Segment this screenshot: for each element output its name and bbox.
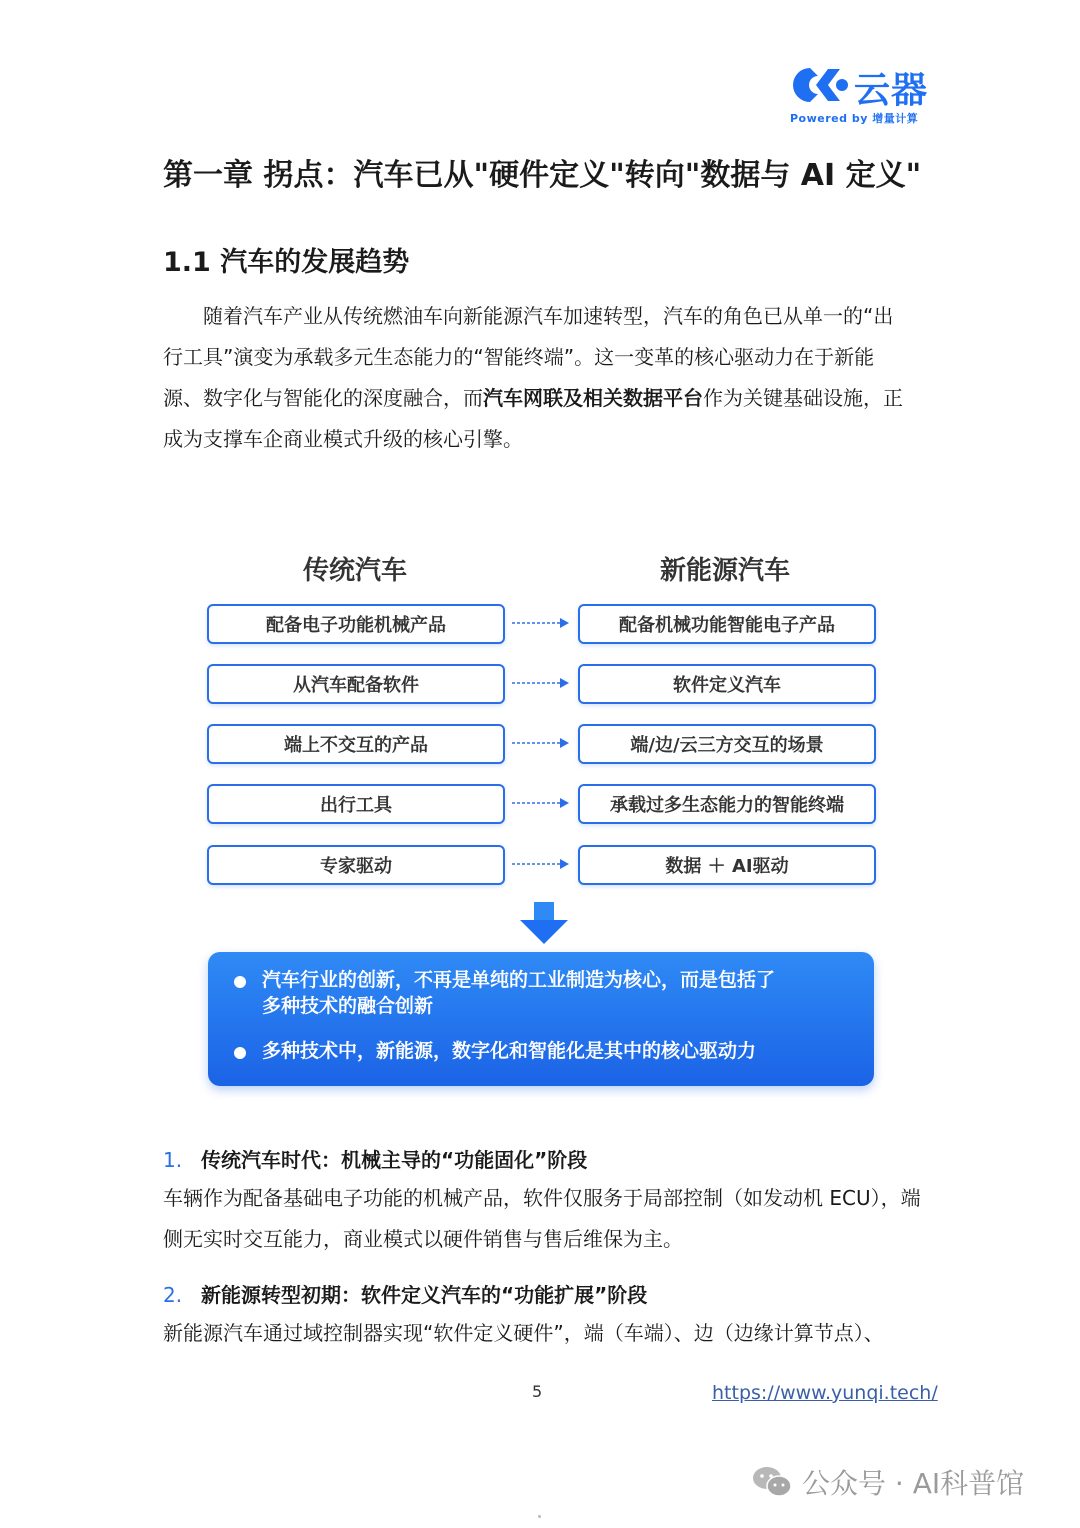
list-heading: 1. 传统汽车时代：机械主导的“功能固化”阶段 xyxy=(163,1148,588,1172)
intro-line: 随着汽车产业从传统燃油车向新能源汽车加速转型，汽车的角色已从单一的“出 xyxy=(203,304,894,328)
wechat-icon xyxy=(752,1465,792,1499)
summary-bullet: 多种技术中，新能源，数字化和智能化是其中的核心驱动力 xyxy=(234,1038,844,1064)
list-number: 1. xyxy=(163,1148,183,1172)
wechat-watermark: 公众号 · AI科普馆 xyxy=(752,1462,1024,1502)
down-arrow-icon xyxy=(520,902,568,944)
list-heading: 2. 新能源转型初期：软件定义汽车的“功能扩展”阶段 xyxy=(163,1283,648,1307)
intro-line: 源、数字化与智能化的深度融合，而汽车网联及相关数据平台作为关键基础设施，正 xyxy=(163,386,903,410)
intro-line: 行工具”演变为承载多元生态能力的“智能终端”。这一变革的核心驱动力在于新能 xyxy=(163,345,875,369)
chapter-title: 第一章 拐点：汽车已从"硬件定义"转向"数据与 AI 定义" xyxy=(163,158,922,193)
traditional-item: 端上不交互的产品 xyxy=(207,724,505,764)
new-energy-item: 软件定义汽车 xyxy=(578,664,876,704)
summary-bullet: 汽车行业的创新，不再是单纯的工业制造为核心，而是包括了 多种技术的融合创新 xyxy=(234,967,844,1019)
new-energy-item: 数据 ＋ AI驱动 xyxy=(578,845,876,885)
list-body: 新能源汽车通过域控制器实现“软件定义硬件”，端（车端）、边（边缘计算节点）、 xyxy=(163,1321,884,1345)
traditional-item: 配备电子功能机械产品 xyxy=(207,604,505,644)
intro-line: 成为支撑车企商业模式升级的核心引擎。 xyxy=(163,427,523,451)
page-dot xyxy=(538,1515,541,1518)
brand-tagline: Powered by 增量计算 xyxy=(790,112,919,125)
right-arrow-icon xyxy=(512,677,570,689)
comparison-diagram xyxy=(180,540,910,1100)
emphasis-text: 汽车网联及相关数据平台 xyxy=(483,386,703,410)
right-arrow-icon xyxy=(512,737,570,749)
right-arrow-icon xyxy=(512,858,570,870)
new-energy-item: 承载过多生态能力的智能终端 xyxy=(578,784,876,824)
yunqi-logo-icon xyxy=(788,64,850,106)
bullet-dot-icon xyxy=(234,976,246,988)
new-energy-item: 端/边/云三方交互的场景 xyxy=(578,724,876,764)
new-energy-item: 配备机械功能智能电子产品 xyxy=(578,604,876,644)
list-number: 2. xyxy=(163,1283,183,1307)
section-title: 1.1 汽车的发展趋势 xyxy=(163,247,410,278)
traditional-car-heading: 传统汽车 xyxy=(302,556,407,586)
bullet-dot-icon xyxy=(234,1047,246,1059)
new-energy-car-heading: 新能源汽车 xyxy=(659,556,790,586)
traditional-item: 出行工具 xyxy=(207,784,505,824)
list-body: 车辆作为配备基础电子功能的机械产品，软件仅服务于局部控制（如发动机 ECU），端 侧无实时交互能力，商业模式以硬件销售与售后维保为主。 xyxy=(163,1186,921,1251)
summary-panel xyxy=(208,952,874,1086)
traditional-item: 专家驱动 xyxy=(207,845,505,885)
page-number: 5 xyxy=(532,1382,543,1401)
brand-name: 云器 xyxy=(854,70,929,111)
brand-logo xyxy=(788,62,928,126)
right-arrow-icon xyxy=(512,617,570,629)
website-link[interactable]: https://www.yunqi.tech/ xyxy=(712,1382,938,1404)
right-arrow-icon xyxy=(512,797,570,809)
traditional-item: 从汽车配备软件 xyxy=(207,664,505,704)
intro-paragraph xyxy=(163,296,923,460)
